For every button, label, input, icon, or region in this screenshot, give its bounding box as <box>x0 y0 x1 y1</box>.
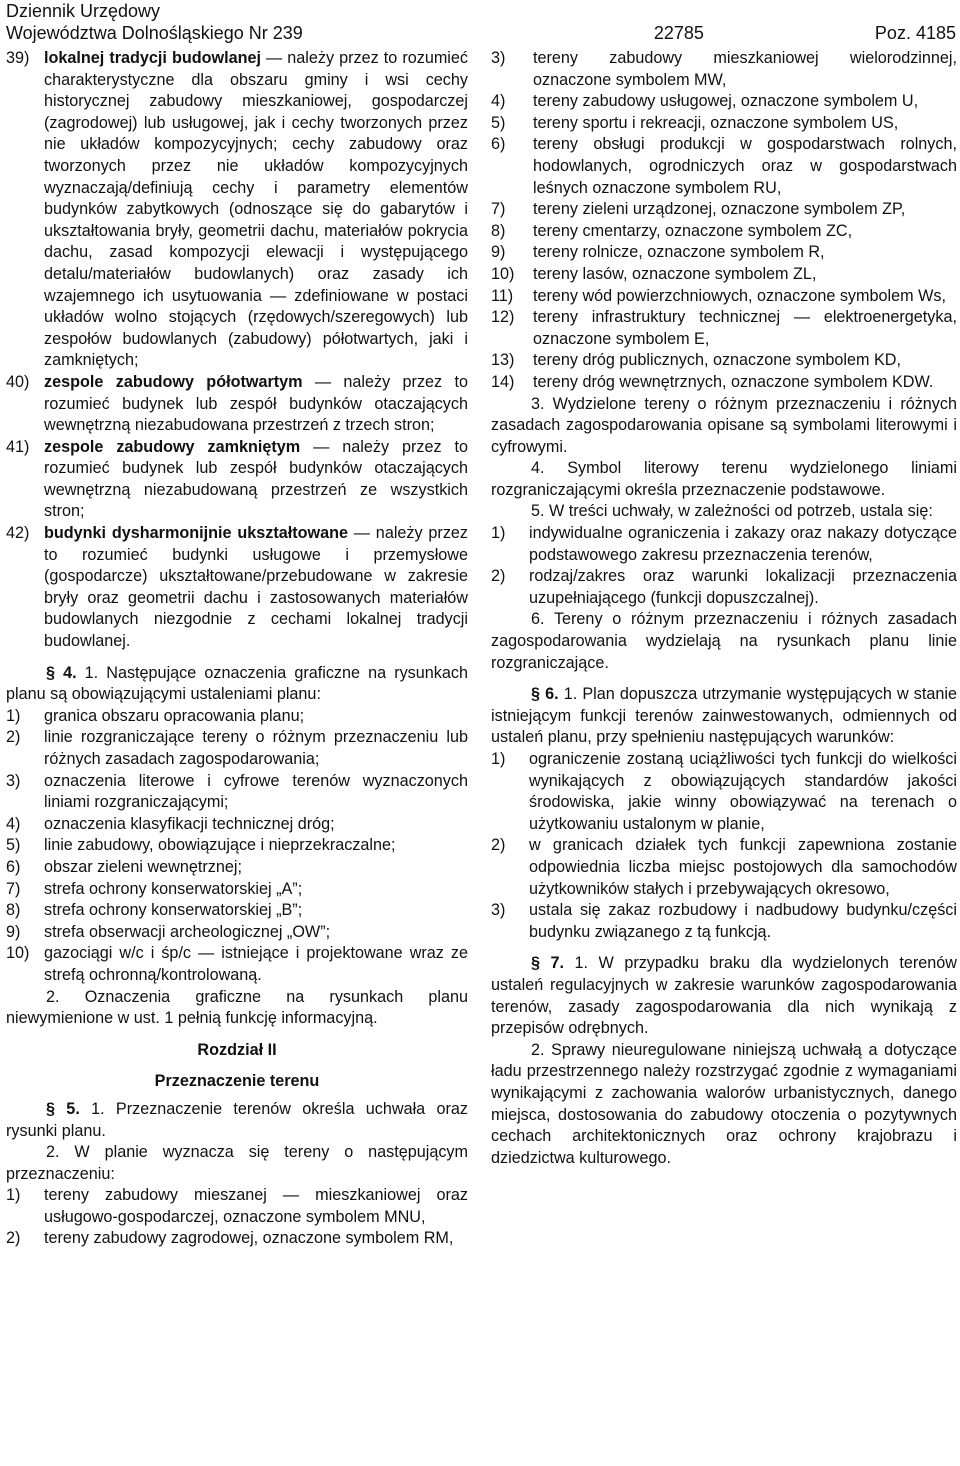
list-item <box>491 523 957 566</box>
definition-text: — należy przez to rozumieć budynek lub zespół budynków otaczających wewnętrzną niezabudowaną przestrzeń ze wszystkich stron; <box>44 437 468 521</box>
item-text: rodzaj/zakres oraz warunki lokalizacji przeznaczenia uzupełniającego (funkcji dopuszczalnej). <box>529 567 957 607</box>
item-number: 2) <box>491 567 506 586</box>
section-7-para-1: § 7. 1. W przypadku braku dla wydzielonych terenów ustaleń regulacyjnych w zakresie warunków zagospodarowania terenów, zasady zagospodarowania dla nich wynikają z przepisów odrębnych. <box>491 954 957 1038</box>
list-item <box>491 835 957 900</box>
item-text: tereny sportu i rekreacji, oznaczone symbolem US, <box>533 113 899 132</box>
section-sign: § 5. <box>46 1099 80 1118</box>
section-sign: § 4. <box>46 663 77 682</box>
section-sign: § 7. <box>531 954 565 973</box>
list-item <box>6 771 468 814</box>
item-number: 7) <box>491 200 506 219</box>
item-number: 11) <box>491 286 514 305</box>
defined-term: lokalnej tradycji budowlanej <box>44 49 261 67</box>
list-item <box>491 307 957 350</box>
list-item <box>6 900 468 922</box>
list-item <box>491 221 957 243</box>
chapter-number: Rozdział II <box>197 1040 277 1059</box>
section-sign: § 6. <box>531 685 559 704</box>
item-number: 3) <box>491 49 506 67</box>
right-column <box>491 48 957 1169</box>
definition-text: — należy przez to rozumieć charakterystyczne dla obszaru gminy i wsi cechy historycznej zabudowy mieszkaniowej, gospodarczej (zagrodowej) lub usługowej, jak i cechy tworzonych przez nie układów kompozycyjnych; cechy zabudowy oraz tworzonych przez nie układów kompozycyjnych wyznaczają/definiują cechy i parametry elementów budynków zabytkowych (odnoszące się do gabarytów i ukształtowania bryły, geometrii dachu, materiałów pokrycia dachu, zasad kompozycji elewacji i występującego detalu/materiałów budowlanych) oraz zasady ich wzajemnego ich usytuowania — zdefiniowane w postaci układów wolno stojących (rzędowych/szeregowych) lub zespołów budowlanych (zabudowy) półotwartych, jaki i zamkniętych; <box>44 49 468 370</box>
item-text: tereny rolnicze, oznaczone symbolem R, <box>533 243 825 262</box>
item-text: strefa ochrony konserwatorskiej „A”; <box>44 879 303 898</box>
defined-term: budynki dysharmonijnie ukształtowane <box>44 524 348 543</box>
item-number: 9) <box>491 243 506 262</box>
journal-title: Dziennik Urzędowy <box>6 1 161 21</box>
definition-text: — należy przez to rozumieć budynki usługowe i przemysłowe (gospodarcze) ukształtowane/przebudowane w zakresie bryły oraz geometrii dachu i zastosowanych materiałów budowlanych niezgodnie z cechami lokalnej tradycji budowlanej. <box>44 524 469 651</box>
item-text: tereny zabudowy zagrodowej, oznaczone symbolem RM, <box>44 1229 454 1248</box>
item-text: tereny infrastruktury technicznej — elektroenergetyka, oznaczone symbolem E, <box>533 308 957 348</box>
item-number: 7) <box>6 879 21 898</box>
item-text: ograniczenie zostaną uciążliwości tych funkcji do wielkości wynikających z obowiązujących standardów jakości środowiska, jakie winny obowiązywać na terenach o użytkowaniu ustalonym w planie, <box>529 750 957 833</box>
item-number: 8) <box>6 901 21 920</box>
item-text: oznaczenia literowe i cyfrowe terenów wyznaczonych liniami rozgraniczającymi; <box>44 771 468 812</box>
item-text: tereny zabudowy mieszanej — mieszkaniowej oraz usługowo-gospodarczej, oznaczone symbolem MNU, <box>44 1186 468 1226</box>
section-5-para-4: 4. Symbol literowy terenu wydzielonego liniami rozgraniczającymi określa przeznaczenie podstawowe. <box>491 459 957 499</box>
item-number: 2) <box>6 1229 21 1248</box>
definition-39 <box>6 48 468 372</box>
item-text: gazociągi w/c i śp/c — istniejące i projektowane wraz ze strefą ochronną/kontrolowaną. <box>44 944 468 984</box>
item-text: tereny dróg publicznych, oznaczone symbolem KD, <box>533 351 901 370</box>
position-number: Poz. 4185 <box>874 23 956 43</box>
item-number: 12) <box>491 308 515 327</box>
item-text: tereny lasów, oznaczone symbolem ZL, <box>533 264 817 283</box>
chapter-title: Przeznaczenie terenu <box>154 1072 320 1091</box>
item-text: obszar zieleni wewnętrznej; <box>44 857 242 876</box>
item-number: 14) <box>491 372 515 391</box>
definition-42 <box>6 523 468 653</box>
journal-issue: Województwa Dolnośląskiego Nr 239 <box>6 23 303 43</box>
list-item <box>491 749 957 835</box>
item-number: 5) <box>491 113 506 132</box>
list-item <box>491 350 957 372</box>
defined-term: zespole zabudowy półotwartym <box>44 372 303 391</box>
item-number: 4) <box>6 814 21 833</box>
item-text: tereny zabudowy usługowej, oznaczone symbolem U, <box>533 92 919 111</box>
list-item <box>491 91 957 113</box>
list-item <box>6 835 468 857</box>
section-5-para-6: 6. Tereny o różnym przeznaczeniu i różnych zasadach zagospodarowania wydzielają na rysunkach planu linie rozgraniczające. <box>491 610 957 672</box>
item-text: tereny zieleni urządzonej, oznaczone symbolem ZP, <box>533 200 906 219</box>
list-item <box>6 1228 468 1250</box>
item-number: 1) <box>491 524 506 543</box>
page-number: 22785 <box>653 23 704 43</box>
item-number: 2) <box>491 836 506 855</box>
list-item <box>491 113 957 135</box>
item-number: 2) <box>6 728 21 747</box>
list-item <box>491 48 957 91</box>
item-text: oznaczenia klasyfikacji technicznej dróg; <box>44 814 335 833</box>
definition-text: — należy przez to rozumieć budynek lub zespół budynków otaczających wewnętrzną niezabudowana przestrzeń z trzech stron; <box>44 372 468 435</box>
item-number: 13) <box>491 351 515 370</box>
list-item <box>491 242 957 264</box>
item-number: 1) <box>6 1186 21 1205</box>
item-text: indywidualne ograniczenia i zakazy oraz nakazy dotyczące podstawowego zakresu przeznaczenia terenów, <box>529 524 957 564</box>
section-5-para-3: 3. Wydzielone tereny o różnym przeznaczeniu i różnych zasadach zagospodarowania opisane są symbolami literowymi i cyfrowymi. <box>491 394 957 456</box>
item-text: tereny wód powierzchniowych, oznaczone symbolem Ws, <box>533 286 946 305</box>
item-number: 1) <box>491 750 506 768</box>
item-number: 40) <box>6 372 30 391</box>
list-item <box>6 857 468 879</box>
section-6-para-1: § 6. 1. Plan dopuszcza utrzymanie występujących w stanie istniejącym funkcji terenów zainwestowanych, odmiennych od ustaleń planu, przy spełnieniu następujących warunków: <box>491 685 957 747</box>
list-item <box>491 199 957 221</box>
item-number: 1) <box>6 706 21 725</box>
item-text: tereny obsługi produkcji w gospodarstwach rolnych, hodowlanych, ogrodniczych oraz w gospodarstwach leśnych oznaczone symbolem RU, <box>533 135 957 197</box>
definition-40 <box>6 372 468 437</box>
list-item <box>491 286 957 308</box>
item-text: tereny dróg wewnętrznych, oznaczone symbolem KDW. <box>533 372 934 391</box>
item-number: 42) <box>6 524 30 543</box>
list-item <box>491 566 957 609</box>
list-item <box>491 900 957 943</box>
item-number: 39) <box>6 49 30 67</box>
item-number: 5) <box>6 836 21 855</box>
item-number: 3) <box>491 901 506 920</box>
list-item <box>6 1185 468 1228</box>
section-5-para-2: 2. W planie wyznacza się tereny o następującym przeznaczeniu: <box>6 1143 468 1183</box>
item-text: granica obszaru opracowania planu; <box>44 706 305 725</box>
section-5-list <box>6 1185 468 1250</box>
item-text: w granicach działek tych funkcji zapewniona zostanie odpowiednia liczba miejsc postojowych dla samochodów użytkowników stałych i przebywających okresowo, <box>529 836 957 898</box>
section-7-para-2: 2. Sprawy nieuregulowane niniejszą uchwałą a dotyczące ładu przestrzennego należy rozstrzygać zgodnie z wymaganiami wynikającymi z zachowania walorów urbanistycznych, danego miejsca, dostosowania do zabudowy otoczenia o pozytywnych cechach architektonicznych oraz ochrony krajobrazu i dziedzictwa kulturowego. <box>491 1040 957 1167</box>
section-4-para-1: § 4. 1. Następujące oznaczenia graficzne na rysunkach planu są obowiązującymi ustaleniami planu: <box>6 663 468 704</box>
list-item <box>6 706 468 728</box>
section-5-para-5: 5. W treści uchwały, w zależności od potrzeb, ustala się: <box>531 502 933 521</box>
list-item <box>491 372 957 394</box>
item-number: 8) <box>491 221 506 240</box>
section-5-para-1: § 5. 1. Przeznaczenie terenów określa uchwała oraz rysunki planu. <box>6 1099 468 1140</box>
item-text: linie rozgraniczające tereny o różnym przeznaczeniu lub różnych zasadach zagospodarowania; <box>44 728 468 768</box>
list-item <box>6 727 468 770</box>
item-number: 9) <box>6 922 21 941</box>
list-item <box>6 922 468 944</box>
section-4-list <box>6 706 468 987</box>
item-number: 6) <box>491 135 506 154</box>
item-number: 4) <box>491 92 506 111</box>
section-5-list-continued <box>491 48 957 394</box>
defined-term: zespole zabudowy zamkniętym <box>44 437 301 456</box>
header-row <box>6 22 956 44</box>
list-item <box>491 134 957 199</box>
item-number: 10) <box>6 944 30 963</box>
item-text: ustala się zakaz rozbudowy i nadbudowy budynku/części budynku związanego z tą funkcją. <box>529 901 957 941</box>
list-item <box>6 814 468 836</box>
item-number: 41) <box>6 437 30 456</box>
section-5-para-5-list <box>491 523 957 609</box>
list-item <box>6 879 468 901</box>
section-6-list <box>491 749 957 943</box>
section-4-para-2: 2. Oznaczenia graficzne na rysunkach planu niewymienione w ust. 1 pełnią funkcję informacyjną. <box>6 987 468 1028</box>
item-text: tereny zabudowy mieszkaniowej wielorodzinnej, oznaczone symbolem MW, <box>533 49 957 89</box>
list-item <box>491 264 957 286</box>
page-header <box>6 0 956 44</box>
item-number: 10) <box>491 264 515 283</box>
definition-41 <box>6 437 468 523</box>
left-column <box>6 48 468 1250</box>
item-number: 6) <box>6 857 21 876</box>
item-text: strefa ochrony konserwatorskiej „B”; <box>44 901 303 920</box>
item-text: tereny cmentarzy, oznaczone symbolem ZC, <box>533 221 853 240</box>
item-text: strefa obserwacji archeologicznej „OW”; <box>44 922 331 941</box>
item-number: 3) <box>6 771 21 790</box>
list-item <box>6 943 468 986</box>
item-text: linie zabudowy, obowiązujące i nieprzekraczalne; <box>44 836 396 855</box>
